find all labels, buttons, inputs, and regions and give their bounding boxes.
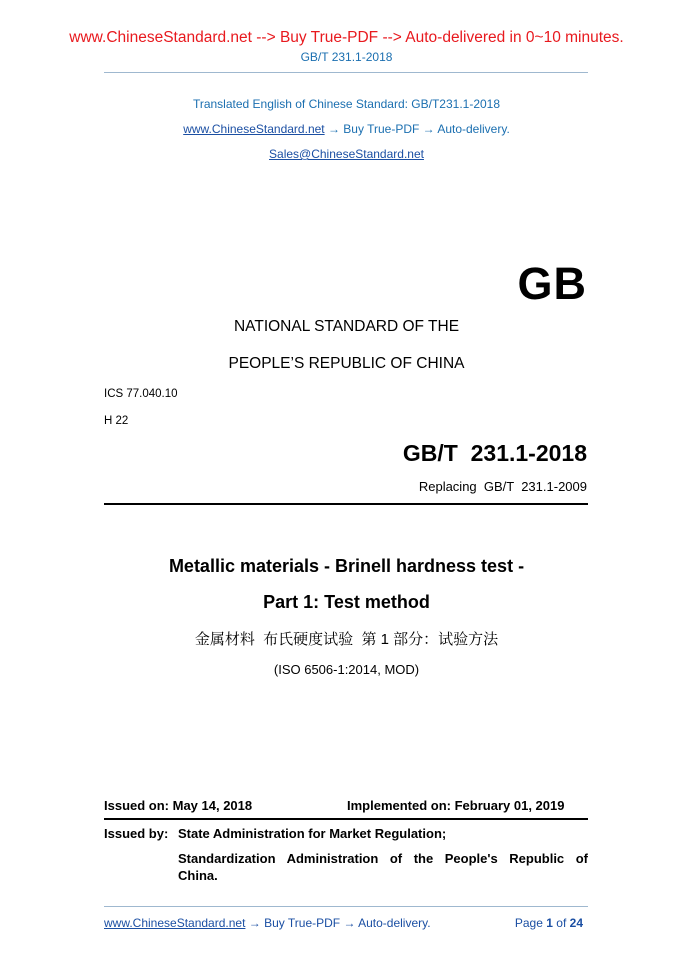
class-code: H 22 xyxy=(104,415,129,427)
of-label: of xyxy=(556,916,567,930)
document-title-line2: Part 1: Test method xyxy=(263,592,430,612)
website-link[interactable]: www.ChineseStandard.net xyxy=(183,122,325,136)
issuer-2: Standardization Administration of the People's Republic of China. xyxy=(178,851,588,883)
issuer-1: State Administration for Market Regulation; xyxy=(178,826,447,841)
ics-code: ICS 77.040.10 xyxy=(104,388,178,400)
top-banner[interactable]: www.ChineseStandard.net --> Buy True-PDF --> Auto-delivered in 0~10 minutes. xyxy=(69,29,624,46)
footer-link-line xyxy=(104,916,431,930)
page-indicator xyxy=(515,916,583,930)
national-standard-line1: NATIONAL STANDARD OF THE xyxy=(233,318,460,335)
intro-link-line xyxy=(0,122,693,136)
header-rule xyxy=(104,72,588,73)
footer-website-link[interactable]: www.ChineseStandard.net xyxy=(104,916,246,930)
issued-on: Issued on: May 14, 2018 xyxy=(104,798,253,813)
email-link[interactable]: Sales@ChineseStandard.net xyxy=(269,147,424,161)
iso-reference: (ISO 6506-1:2014, MOD) xyxy=(273,662,420,677)
title-rule xyxy=(104,503,588,505)
page-label: Page xyxy=(514,916,543,930)
national-standard-line2: PEOPLE’S REPUBLIC OF CHINA xyxy=(228,355,465,372)
footer-buy-text: → Buy True-PDF → Auto-delivery. xyxy=(245,916,431,930)
gb-logo: GB xyxy=(517,258,587,309)
header-code: GB/T 231.1-2018 xyxy=(300,50,393,64)
issue-rule xyxy=(104,818,588,820)
issued-by-label: Issued by: xyxy=(104,826,169,841)
replacing-note: Replacing GB/T 231.1-2009 xyxy=(418,479,587,494)
buy-text: → Buy True-PDF → Auto-delivery. xyxy=(324,122,510,136)
footer-rule xyxy=(104,906,588,907)
implemented-on: Implemented on: February 01, 2019 xyxy=(347,798,565,813)
page-total: 24 xyxy=(569,916,583,930)
chinese-title: 金属材料 布氏硬度试验 第 1 部分：试验方法 xyxy=(194,631,499,648)
document-title-line1: Metallic materials - Brinell hardness test - xyxy=(168,556,525,576)
email-line xyxy=(0,147,693,161)
page-number: 1 xyxy=(546,916,553,930)
intro-line: Translated English of Chinese Standard: GB/T231.1-2018 xyxy=(192,97,501,111)
standard-number: GB/T 231.1-2018 xyxy=(402,440,587,466)
